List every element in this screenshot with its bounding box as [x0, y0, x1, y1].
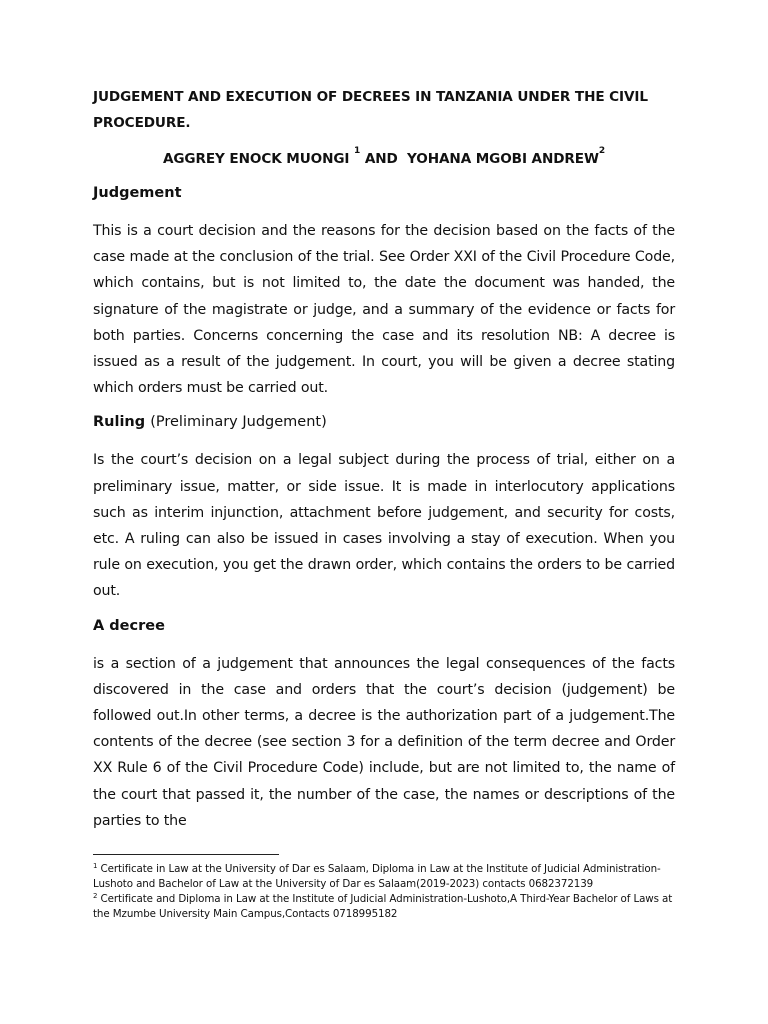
- document-body: [93, 84, 675, 834]
- footnote-ref-2[interactable]: 2: [598, 146, 606, 156]
- section-text-ruling: Is the court’s decision on a legal subject during the process of trial, either on a preliminary issue, matter, or side issue. It is made in interlocutory applications such as interim injunction, attachment before judgement, and security for costs, etc. A ruling can also be issued in cases involving a stay of execution. When you rule on execution, you get the drawn order, which contains the orders to be carried out.: [93, 452, 675, 600]
- author-line: [93, 146, 675, 172]
- heading-note: (Preliminary Judgement): [150, 414, 327, 431]
- section-heading-ruling: [93, 409, 675, 435]
- footnote-separator: [93, 854, 279, 855]
- document-title: JUDGEMENT AND EXECUTION OF DECREES IN TANZANIA UNDER THE CIVIL PROCEDURE.: [93, 89, 648, 131]
- footnote-text: Certificate in Law at the University of Dar es Salaam, Diploma in Law at the Institute of Judicial Administration-Lushoto and Bachelor of Law at the University of Dar es Salaam(2019-2023) contacts 0682372139: [93, 863, 661, 890]
- footnotes: [93, 862, 675, 922]
- footnote-ref-1[interactable]: 1: [354, 146, 361, 156]
- footnote-marker: 2: [93, 892, 98, 900]
- footnote-1: [93, 862, 675, 892]
- footnote-text: Certificate and Diploma in Law at the Institute of Judicial Administration-Lushoto,A Third-Year Bachelor of Laws at the Mzumbe University Main Campus,Contacts 0718995182: [93, 893, 673, 920]
- section-heading-judgement: [93, 180, 675, 206]
- author-1: AGGREY ENOCK MUONGI: [162, 151, 350, 167]
- heading-text: Ruling: [93, 414, 146, 431]
- footnote-marker: 1: [93, 862, 98, 870]
- heading-text: A decree: [93, 617, 165, 634]
- author-2: YOHANA MGOBI ANDREW: [407, 151, 599, 167]
- section-text-judgement: This is a court decision and the reasons for the decision based on the facts of the case made at the conclusion of the trial. See Order XXI of the Civil Procedure Code, which contains, but is not limited to, the date the document was handed, the signature of the magistrate or judge, and a summary of the evidence or facts for both parties. Concerns concerning the case and its resolution NB: A decree is issued as a result of the judgement. In court, you will be given a decree stating which orders must be carried out.: [93, 223, 675, 397]
- footnote-2: [93, 892, 675, 922]
- section-heading-decree: [93, 613, 675, 639]
- section-text-decree: is a section of a judgement that announces the legal consequences of the facts discovered in the case and orders that the court’s decision (judgement) be followed out.In other terms, a decree is the authorization part of a judgement.The contents of the decree (see section 3 for a definition of the term decree and Order XX Rule 6 of the Civil Procedure Code) include, but are not limited to, the name of the court that passed it, the number of the case, the names or descriptions of the parties to the: [93, 655, 675, 829]
- author-joiner: AND: [364, 151, 398, 167]
- heading-text: Judgement: [93, 185, 182, 201]
